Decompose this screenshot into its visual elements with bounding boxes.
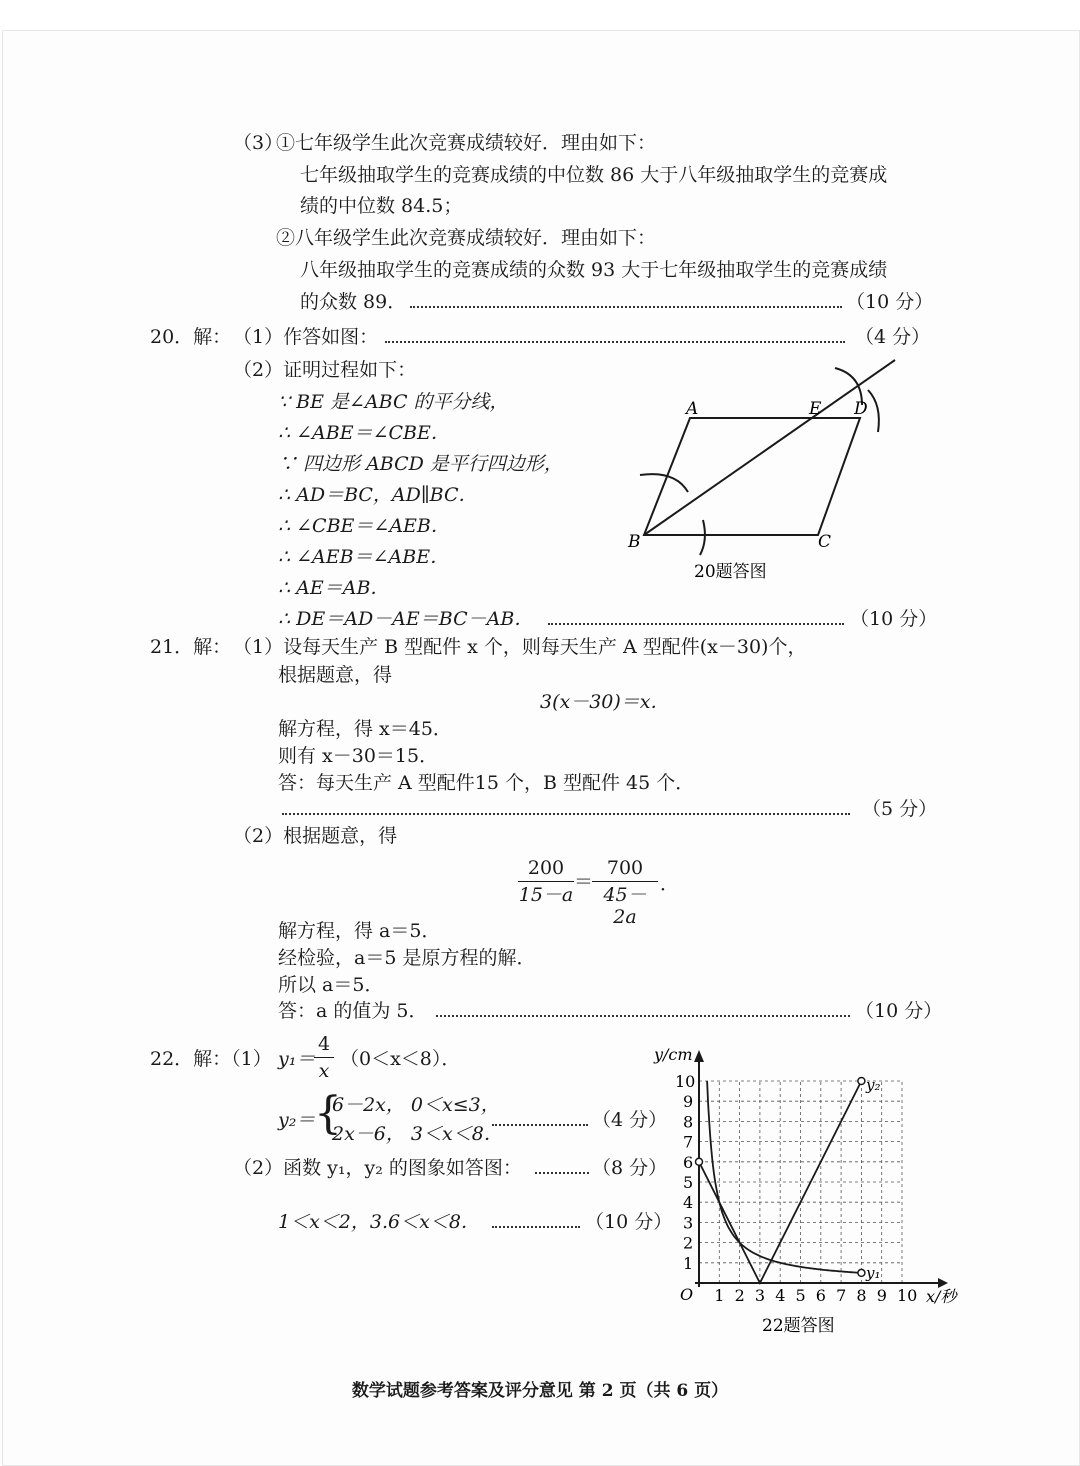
q19-part3-line2: 七年级抽取学生的竞赛成绩的中位数 86 大于八年级抽取学生的竞赛成 xyxy=(300,164,888,186)
dotted-leader xyxy=(385,341,845,343)
q19-part3-line6: 的众数 89． xyxy=(300,291,407,313)
axis-ticks xyxy=(675,1072,917,1305)
x-tick-label: 5 xyxy=(795,1286,806,1305)
x-tick-label: 10 xyxy=(897,1286,918,1305)
dotted-leader xyxy=(410,306,842,308)
q20-step-7: ∴ AE＝AB． xyxy=(278,577,390,599)
y-axis-label: y/cm xyxy=(654,1045,693,1064)
q22-y1-lhs: y₁＝ xyxy=(278,1048,316,1070)
q21-answer2: 答：a 的值为 5． xyxy=(278,1000,428,1022)
y-tick-label: 9 xyxy=(683,1092,694,1112)
y1-open-end xyxy=(858,1269,865,1276)
q20-step-3: ∵ 四边形 ABCD 是平行四边形， xyxy=(278,453,563,475)
q22-y1-domain: （0＜x＜8）． xyxy=(340,1048,461,1070)
dotted-leader xyxy=(492,1124,588,1126)
dotted-leader xyxy=(282,813,850,815)
y-tick-label: 1 xyxy=(683,1253,694,1273)
y1-label: y₁ xyxy=(866,1264,881,1282)
fraction-left-denominator: 15－a xyxy=(518,884,574,906)
q21-label: 21．解： xyxy=(150,636,232,658)
y-axis-arrow xyxy=(694,1050,704,1062)
x-axis-label: x/秒 xyxy=(926,1287,957,1306)
q19-part3-line1: ①七年级学生此次竞赛成绩较好．理由如下： xyxy=(276,132,657,154)
label-B: B xyxy=(628,532,641,552)
function-graph xyxy=(640,1040,960,1345)
x-tick-label: 3 xyxy=(754,1286,766,1305)
y2-open-end xyxy=(858,1078,865,1085)
q20-part2: （2）证明过程如下： xyxy=(233,359,417,381)
dotted-leader xyxy=(548,623,844,625)
y-tick-label: 10 xyxy=(675,1072,696,1091)
q22-part1-score: （4 分） xyxy=(592,1109,668,1131)
q21-so: 所以 a＝5． xyxy=(278,974,384,996)
y-tick-label: 3 xyxy=(683,1213,694,1233)
fraction-left xyxy=(518,857,574,906)
q22-part3-score: （10 分） xyxy=(585,1211,673,1233)
q22-part3-line: 1＜x＜2，3.6＜x＜8． xyxy=(278,1211,480,1233)
y2-label: y₂ xyxy=(866,1076,881,1094)
q21-part1-score: （5 分） xyxy=(862,798,938,820)
q19-part3-number: （3） xyxy=(233,132,284,154)
graph-grid xyxy=(699,1081,902,1283)
y2-open-start xyxy=(696,1158,703,1165)
q21-part2-score: （10 分） xyxy=(855,1000,943,1022)
q20-part1-score: （4 分） xyxy=(855,326,931,348)
parallelogram-figure xyxy=(600,350,910,590)
q22-label: 22．解：（1） xyxy=(150,1048,272,1070)
q20-label: 20．解： xyxy=(150,326,232,348)
q20-part1: （1）作答如图： xyxy=(233,326,379,348)
dotted-leader xyxy=(535,1172,589,1174)
q21-solve2: 解方程，得 a＝5． xyxy=(278,920,441,942)
q21-solve1: 解方程，得 x＝45． xyxy=(278,718,452,740)
fraction-right xyxy=(592,857,658,928)
y-tick-label: 8 xyxy=(683,1112,694,1132)
y-tick-label: 4 xyxy=(683,1193,694,1213)
y-tick-label: 5 xyxy=(683,1173,694,1192)
equals-sign: ＝ xyxy=(574,871,594,893)
q20-final-score: （10 分） xyxy=(850,608,938,630)
y-tick-label: 7 xyxy=(683,1132,694,1152)
figure-20-caption: 20题答图 xyxy=(694,562,767,582)
q21-part1-line1: （1）设每天生产 B 型配件 x 个，则每天生产 A 型配件(x－30)个， xyxy=(233,636,807,658)
origin-label: O xyxy=(680,1285,694,1304)
parallelogram-abcd xyxy=(644,418,860,535)
q19-part3-line4: ②八年级学生此次竞赛成绩较好．理由如下： xyxy=(276,227,657,249)
q21-then: 则有 x－30＝15． xyxy=(278,745,439,767)
x-tick-label: 2 xyxy=(734,1286,745,1305)
fraction-end-period: ． xyxy=(660,873,680,895)
q21-check: 经检验，a＝5 是原方程的解． xyxy=(278,947,536,969)
q20-step-5: ∴ ∠CBE＝∠AEB． xyxy=(278,515,450,537)
q20-step-8: ∴ DE＝AD－AE＝BC－AB． xyxy=(278,608,534,630)
q22-y2-lhs: y₂＝ xyxy=(278,1109,316,1131)
y1-curve xyxy=(707,1081,861,1273)
x-tick-label: 4 xyxy=(775,1286,786,1305)
label-D: D xyxy=(854,399,868,419)
q21-part2-line1: （2）根据题意，得 xyxy=(233,825,398,847)
x-tick-label: 1 xyxy=(714,1286,725,1305)
label-C: C xyxy=(818,532,832,552)
q21-answer1: 答：每天生产 A 型配件15 个，B 型配件 45 个． xyxy=(278,772,695,794)
dotted-leader xyxy=(492,1226,580,1228)
x-tick-label: 7 xyxy=(836,1286,847,1305)
q20-step-6: ∴ ∠AEB＝∠ABE． xyxy=(278,546,450,568)
q22-y2-case1: 6－2x， 0＜x≤3， xyxy=(332,1094,500,1116)
x-tick-label: 6 xyxy=(815,1286,826,1305)
page-footer: 数学试题参考答案及评分意见 第 2 页（共 6 页） xyxy=(351,1381,729,1401)
x-tick-label: 8 xyxy=(856,1286,867,1305)
q22-part2-line: （2）函数 y₁，y₂ 的图象如答图： xyxy=(233,1157,522,1179)
q21-equation1: 3(x－30)＝x． xyxy=(540,691,670,713)
q20-step-1: ∵ BE 是∠ABC 的平分线， xyxy=(278,391,509,413)
q22-y1-numerator: 4 xyxy=(317,1033,331,1055)
construction-arc xyxy=(700,520,705,555)
x-tick-label: 9 xyxy=(876,1286,887,1305)
q21-part1-line2: 根据题意，得 xyxy=(278,664,393,686)
y-tick-label: 6 xyxy=(683,1152,694,1172)
q22-part2-score: （8 分） xyxy=(592,1157,668,1179)
figure-22-caption: 22题答图 xyxy=(762,1316,835,1336)
y-tick-label: 2 xyxy=(683,1233,694,1253)
label-A: A xyxy=(686,399,699,419)
q22-y2-case2: 2x－6， 3＜x＜8． xyxy=(332,1123,503,1145)
dotted-leader xyxy=(436,1015,850,1017)
q19-part3-line5: 八年级抽取学生的竞赛成绩的众数 93 大于七年级抽取学生的竞赛成绩 xyxy=(300,259,888,281)
fraction-left-numerator: 200 xyxy=(527,857,565,879)
q19-score: （10 分） xyxy=(846,291,934,313)
q20-step-2: ∴ ∠ABE＝∠CBE． xyxy=(278,422,450,444)
fraction-right-numerator: 700 xyxy=(606,857,644,879)
q22-y1-denominator: x xyxy=(318,1060,330,1082)
q19-part3-line3: 绩的中位数 84.5； xyxy=(300,195,463,217)
construction-arc xyxy=(868,390,879,432)
fraction-right-denominator: 45－2a xyxy=(603,884,647,928)
q20-step-4: ∴ AD＝BC，AD∥BC． xyxy=(278,484,478,506)
label-E: E xyxy=(809,399,822,419)
left-brace: { xyxy=(314,1088,342,1139)
q22-y1-fraction xyxy=(314,1033,334,1082)
